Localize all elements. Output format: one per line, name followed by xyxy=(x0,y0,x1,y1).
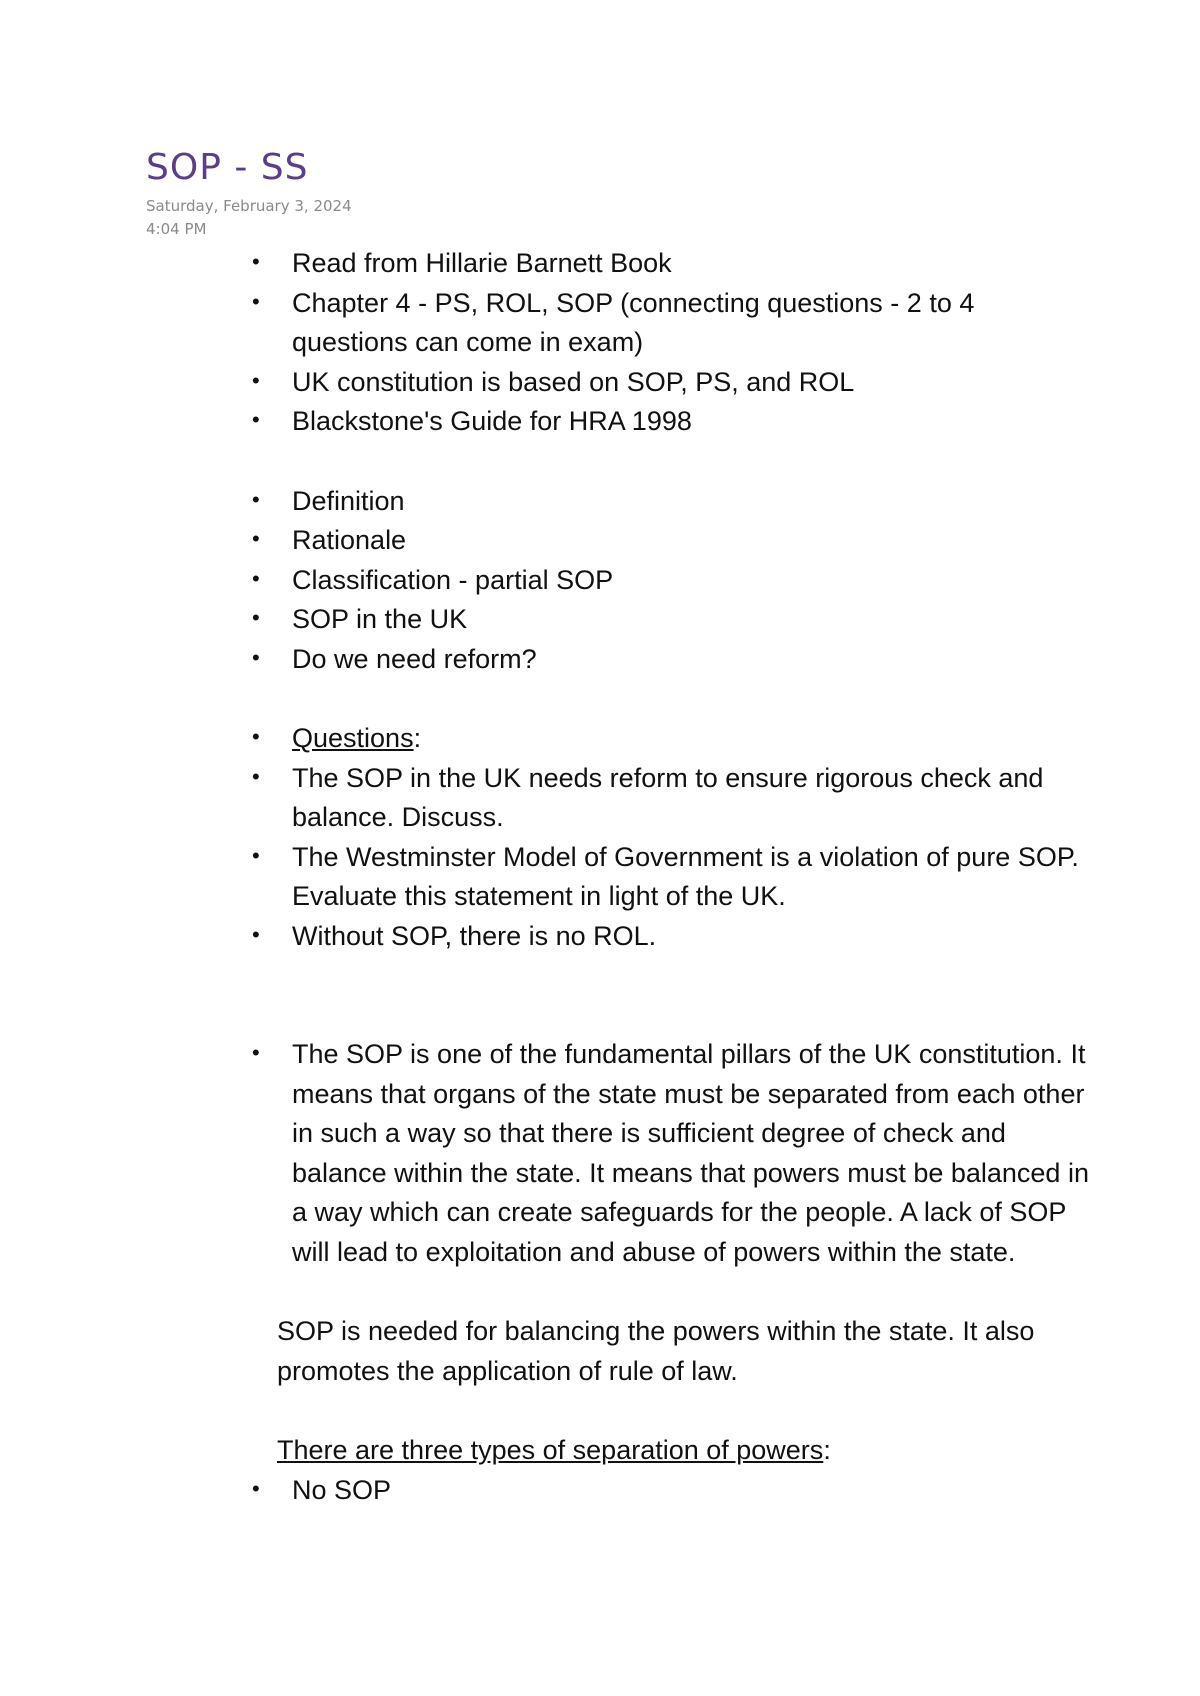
note-time: 4:04 PM xyxy=(146,220,207,238)
types-heading-colon: : xyxy=(823,1435,831,1465)
types-heading-text: There are three types of separation of powers xyxy=(277,1435,824,1465)
list-item: • SOP in the UK xyxy=(252,600,1092,640)
rationale-paragraph: SOP is needed for balancing the powers within the state. It also promotes the application of rule of law. xyxy=(277,1316,1035,1386)
reading-list xyxy=(252,244,1092,442)
questions-heading-colon: : xyxy=(413,723,422,753)
questions-heading-text: Questions xyxy=(292,723,414,753)
question-item: • Without SOP, there is no ROL. xyxy=(252,917,1092,957)
definition-item: • The SOP is one of the fundamental pillars of the UK constitution. It means that organs of the state must be separated from each other in such a way so that there is sufficient degree of check and balance within the state. It means that powers must be balanced in a way which can create safeguards for the people. A lack of SOP will lead to exploitation and abuse of powers within the state. xyxy=(252,1035,1092,1272)
list-item: • Definition xyxy=(252,482,1092,522)
page-title: SOP - SS xyxy=(146,147,309,188)
list-item: • Read from Hillarie Barnett Book xyxy=(252,244,1092,284)
types-list xyxy=(252,1471,1092,1511)
list-item: • Blackstone's Guide for HRA 1998 xyxy=(252,402,1092,442)
question-item: • The Westminster Model of Government is a violation of pure SOP. Evaluate this statement in light of the UK. xyxy=(252,838,1092,917)
types-heading xyxy=(252,1431,1092,1471)
definition-list xyxy=(252,1035,1092,1272)
questions-list xyxy=(252,719,1092,956)
note-date: Saturday, February 3, 2024 xyxy=(146,197,352,215)
note-body xyxy=(252,244,1092,1510)
list-item: • Do we need reform? xyxy=(252,640,1092,680)
questions-heading xyxy=(252,719,1092,759)
list-item: • UK constitution is based on SOP, PS, and ROL xyxy=(252,363,1092,403)
list-item: • Chapter 4 - PS, ROL, SOP (connecting questions - 2 to 4 questions can come in exam) xyxy=(252,284,1092,363)
list-item: • Classification - partial SOP xyxy=(252,561,1092,601)
list-item: • No SOP xyxy=(252,1471,1092,1511)
outline-list xyxy=(252,482,1092,680)
list-item: • Rationale xyxy=(252,521,1092,561)
question-item: • The SOP in the UK needs reform to ensure rigorous check and balance. Discuss. xyxy=(252,759,1092,838)
